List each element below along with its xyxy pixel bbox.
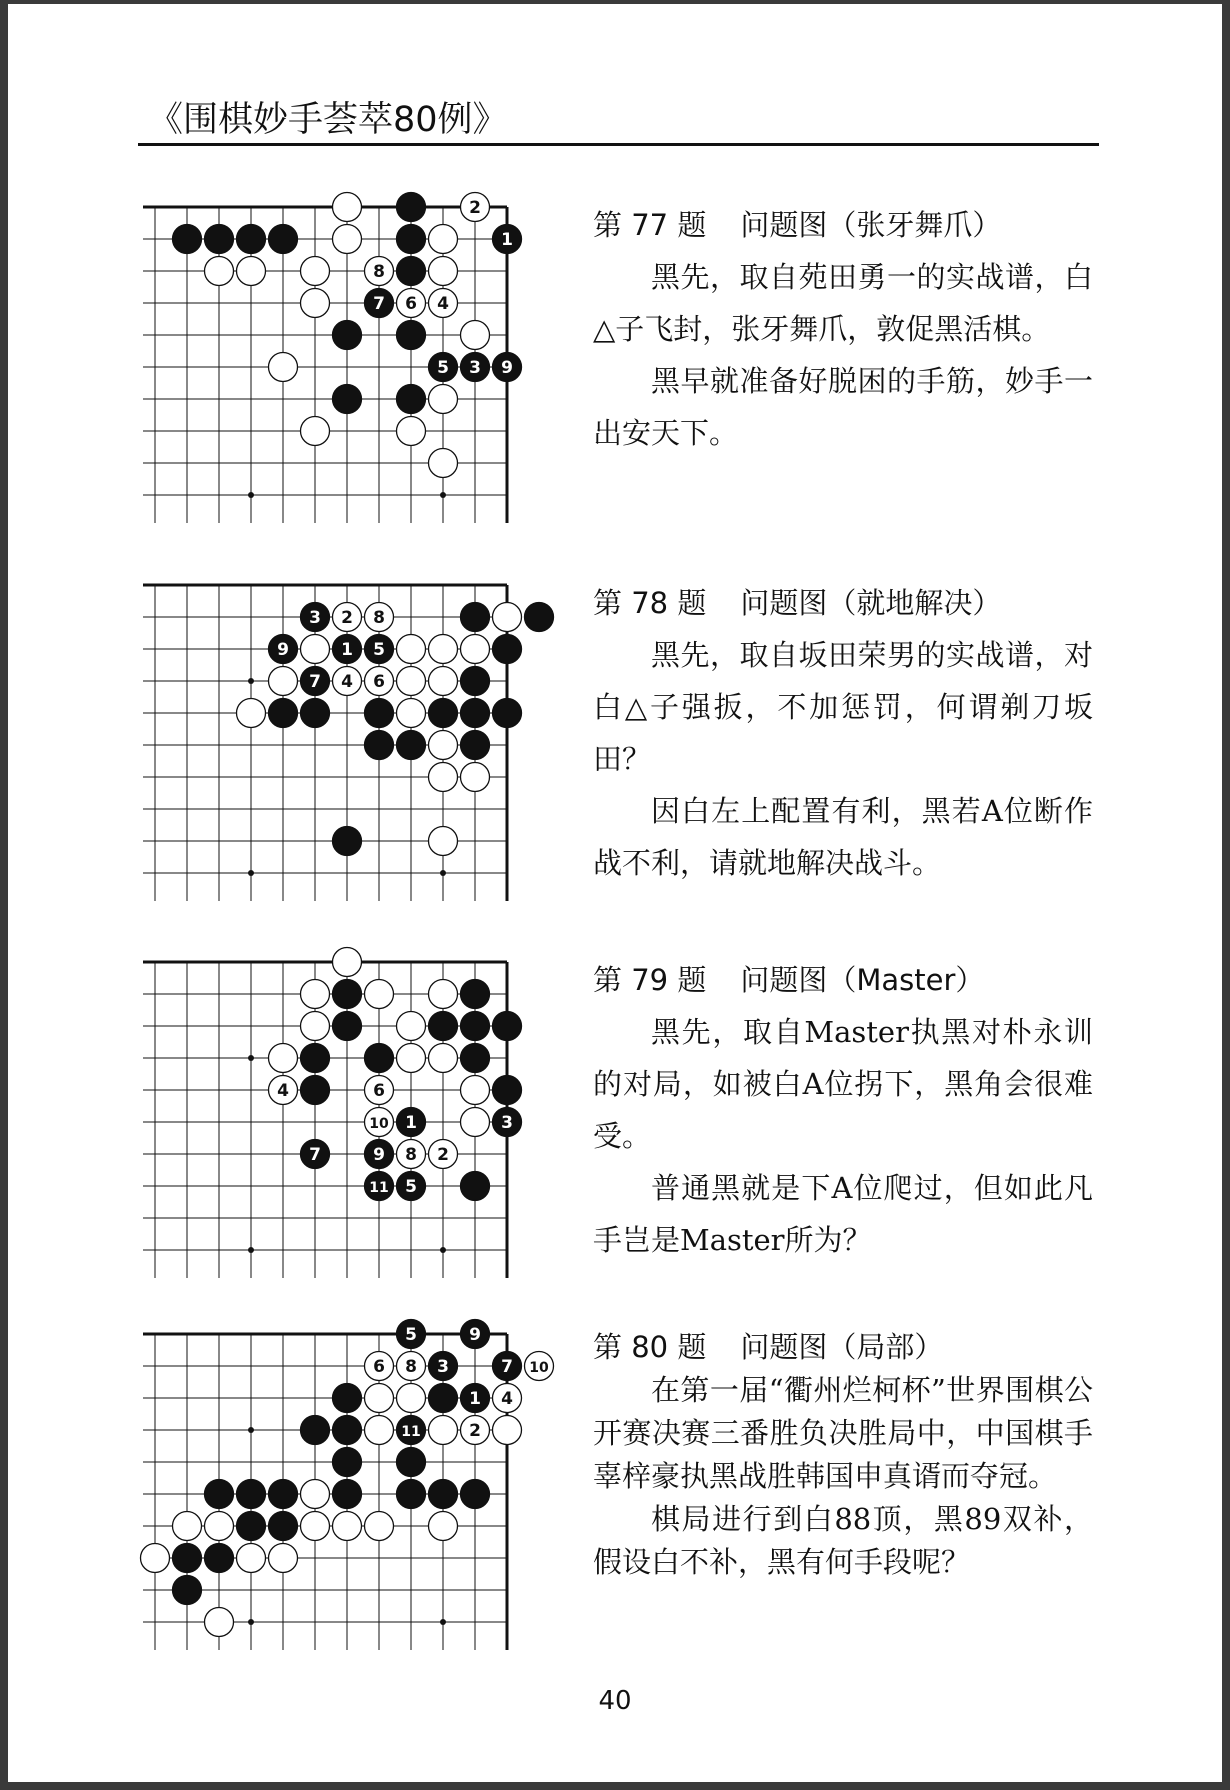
black-stone bbox=[333, 980, 362, 1009]
move-number: 3 bbox=[501, 1113, 513, 1133]
problem-title: 问题图（Master） bbox=[740, 963, 985, 997]
move-number: 1 bbox=[501, 230, 513, 250]
move-number: 9 bbox=[373, 1145, 385, 1165]
star-point bbox=[248, 492, 254, 498]
black-stone bbox=[493, 699, 522, 728]
black-stone bbox=[173, 1544, 202, 1573]
problem-heading bbox=[593, 954, 1093, 1006]
star-point bbox=[248, 678, 254, 684]
black-stone bbox=[237, 225, 266, 254]
black-stone bbox=[461, 1172, 490, 1201]
white-stone bbox=[333, 193, 362, 222]
move-number: 6 bbox=[405, 294, 417, 314]
star-point bbox=[248, 1055, 254, 1061]
problem-number: 第 78 题 bbox=[593, 586, 707, 620]
white-stone bbox=[237, 257, 266, 286]
black-stone bbox=[301, 1044, 330, 1073]
problem-paragraph: 黑先，取自坂田荣男的实战谱，对白△子强扳，不加惩罚，何谓剃刀坂田？ bbox=[593, 638, 1093, 776]
move-number: 11 bbox=[401, 1424, 421, 1440]
move-number: 1 bbox=[469, 1389, 481, 1409]
problem-title: 问题图（张牙舞爪） bbox=[740, 208, 1002, 242]
move-number: 7 bbox=[501, 1357, 513, 1377]
black-stone bbox=[365, 1044, 394, 1073]
black-stone bbox=[461, 731, 490, 760]
black-stone bbox=[397, 225, 426, 254]
black-stone bbox=[333, 1480, 362, 1509]
move-number: 8 bbox=[405, 1145, 417, 1165]
black-stone bbox=[333, 1448, 362, 1477]
star-point bbox=[440, 1247, 446, 1253]
white-stone bbox=[237, 699, 266, 728]
problem-paragraph: 因白左上配置有利，黑若A位断作战不利，请就地解决战斗。 bbox=[593, 794, 1093, 880]
problem-78 bbox=[593, 577, 1093, 889]
star-point bbox=[248, 1619, 254, 1625]
black-stone bbox=[269, 699, 298, 728]
white-stone bbox=[365, 1416, 394, 1445]
move-number: 8 bbox=[373, 608, 385, 628]
black-stone bbox=[461, 699, 490, 728]
white-stone bbox=[429, 225, 458, 254]
problem-heading bbox=[593, 577, 1093, 629]
white-stone bbox=[301, 1480, 330, 1509]
white-stone bbox=[269, 353, 298, 382]
black-stone bbox=[301, 1416, 330, 1445]
black-stone bbox=[333, 321, 362, 350]
black-stone bbox=[461, 603, 490, 632]
move-number: 7 bbox=[309, 672, 321, 692]
white-stone bbox=[429, 1512, 458, 1541]
black-stone bbox=[397, 321, 426, 350]
problem-heading bbox=[593, 199, 1093, 251]
white-stone bbox=[333, 1512, 362, 1541]
move-number: 3 bbox=[469, 358, 481, 378]
move-number: 6 bbox=[373, 1357, 385, 1377]
white-stone bbox=[301, 1512, 330, 1541]
black-stone bbox=[493, 1012, 522, 1041]
move-number: 5 bbox=[437, 358, 449, 378]
move-number: 7 bbox=[373, 294, 385, 314]
move-number: 1 bbox=[341, 640, 353, 660]
white-stone bbox=[397, 1012, 426, 1041]
white-stone bbox=[269, 1544, 298, 1573]
black-stone bbox=[429, 699, 458, 728]
white-stone bbox=[237, 1544, 266, 1573]
white-stone bbox=[461, 1108, 490, 1137]
move-number: 11 bbox=[369, 1180, 389, 1196]
title-rule bbox=[138, 143, 1099, 146]
white-stone bbox=[397, 417, 426, 446]
star-point bbox=[248, 1427, 254, 1433]
move-number: 1 bbox=[405, 1113, 417, 1133]
black-stone bbox=[429, 1012, 458, 1041]
problem-paragraph: 在第一届“衢州烂柯杯”世界围棋公开赛决赛三番胜负决胜局中，中国棋手辜梓豪执黑战胜韩国申真谞而夺冠。 bbox=[593, 1373, 1093, 1493]
problem-80 bbox=[593, 1326, 1093, 1584]
black-stone bbox=[301, 1076, 330, 1105]
white-stone bbox=[429, 731, 458, 760]
black-stone bbox=[461, 1044, 490, 1073]
move-number: 9 bbox=[501, 358, 513, 378]
black-stone bbox=[205, 1544, 234, 1573]
white-stone bbox=[333, 948, 362, 977]
star-point bbox=[440, 1619, 446, 1625]
black-stone bbox=[237, 1480, 266, 1509]
white-stone bbox=[301, 289, 330, 318]
move-number: 10 bbox=[529, 1360, 549, 1376]
move-number: 2 bbox=[437, 1145, 449, 1165]
black-stone bbox=[333, 385, 362, 414]
go-board-78 bbox=[143, 577, 533, 897]
go-board-79 bbox=[143, 954, 533, 1274]
move-number: 4 bbox=[277, 1081, 289, 1101]
black-stone bbox=[397, 193, 426, 222]
black-stone bbox=[269, 1512, 298, 1541]
move-number: 7 bbox=[309, 1145, 321, 1165]
move-number: 5 bbox=[405, 1325, 417, 1345]
black-stone bbox=[205, 1480, 234, 1509]
black-stone bbox=[365, 699, 394, 728]
star-point bbox=[440, 870, 446, 876]
move-number: 5 bbox=[405, 1177, 417, 1197]
white-stone bbox=[493, 1416, 522, 1445]
move-number: 5 bbox=[373, 640, 385, 660]
white-stone bbox=[429, 635, 458, 664]
problem-paragraph: 黑先，取自Master执黑对朴永训的对局，如被白A位拐下，黑角会很难受。 bbox=[593, 1015, 1093, 1153]
black-stone bbox=[333, 1384, 362, 1413]
white-stone bbox=[301, 980, 330, 1009]
white-stone bbox=[461, 321, 490, 350]
white-stone bbox=[429, 763, 458, 792]
problem-77 bbox=[593, 199, 1093, 459]
white-stone bbox=[397, 1044, 426, 1073]
white-stone bbox=[205, 1512, 234, 1541]
white-stone bbox=[301, 417, 330, 446]
white-stone bbox=[397, 667, 426, 696]
problem-title: 问题图（就地解决） bbox=[740, 586, 1002, 620]
black-stone bbox=[365, 731, 394, 760]
page-number: 40 bbox=[598, 1686, 632, 1716]
move-number: 4 bbox=[501, 1389, 513, 1409]
problem-paragraph: 棋局进行到白88顶，黑89双补，假设白不补，黑有何手段呢？ bbox=[593, 1502, 1093, 1579]
black-stone bbox=[493, 1076, 522, 1105]
white-stone bbox=[461, 635, 490, 664]
problem-paragraph: 普通黑就是下A位爬过，但如此凡手岂是Master所为？ bbox=[593, 1171, 1093, 1257]
move-number: 8 bbox=[373, 262, 385, 282]
move-number: 2 bbox=[469, 198, 481, 218]
black-stone bbox=[429, 1480, 458, 1509]
move-number: 10 bbox=[369, 1116, 389, 1132]
black-stone bbox=[493, 635, 522, 664]
problem-number: 第 79 题 bbox=[593, 963, 707, 997]
black-stone bbox=[237, 1512, 266, 1541]
white-stone bbox=[429, 1044, 458, 1073]
white-stone bbox=[397, 635, 426, 664]
black-stone bbox=[461, 980, 490, 1009]
white-stone bbox=[461, 763, 490, 792]
black-stone bbox=[301, 699, 330, 728]
problem-number: 第 77 题 bbox=[593, 208, 707, 242]
move-number: 4 bbox=[437, 294, 449, 314]
white-stone bbox=[493, 603, 522, 632]
white-stone bbox=[365, 980, 394, 1009]
problem-79 bbox=[593, 954, 1093, 1266]
black-stone bbox=[397, 1448, 426, 1477]
white-stone bbox=[205, 1608, 234, 1637]
white-stone bbox=[429, 980, 458, 1009]
star-point bbox=[248, 870, 254, 876]
black-stone bbox=[397, 385, 426, 414]
black-stone bbox=[269, 1480, 298, 1509]
black-stone bbox=[429, 1384, 458, 1413]
white-stone bbox=[429, 667, 458, 696]
white-stone bbox=[205, 257, 234, 286]
move-number: 8 bbox=[405, 1357, 417, 1377]
black-stone bbox=[173, 1576, 202, 1605]
black-stone bbox=[525, 603, 554, 632]
black-stone bbox=[461, 1012, 490, 1041]
problem-paragraph: 黑先，取自苑田勇一的实战谱，白△子飞封，张牙舞爪，敦促黑活棋。 bbox=[593, 260, 1093, 346]
black-stone bbox=[173, 225, 202, 254]
white-stone bbox=[429, 827, 458, 856]
white-stone bbox=[429, 1416, 458, 1445]
white-stone bbox=[301, 1012, 330, 1041]
move-number: 3 bbox=[309, 608, 321, 628]
move-number: 6 bbox=[373, 672, 385, 692]
white-stone bbox=[301, 635, 330, 664]
book-page bbox=[8, 4, 1222, 1782]
white-stone bbox=[429, 257, 458, 286]
black-stone bbox=[333, 1012, 362, 1041]
problem-paragraph: 黑早就准备好脱困的手筋，妙手一出安天下。 bbox=[593, 364, 1093, 450]
white-stone bbox=[141, 1544, 170, 1573]
move-number: 6 bbox=[373, 1081, 385, 1101]
problem-number: 第 80 题 bbox=[593, 1330, 707, 1364]
black-stone bbox=[333, 827, 362, 856]
problem-heading bbox=[593, 1326, 1093, 1369]
move-number: 9 bbox=[469, 1325, 481, 1345]
go-board-77 bbox=[143, 199, 533, 519]
white-stone bbox=[301, 257, 330, 286]
problem-title: 问题图（局部） bbox=[740, 1330, 944, 1364]
star-point bbox=[440, 492, 446, 498]
white-stone bbox=[397, 1384, 426, 1413]
move-number: 2 bbox=[469, 1421, 481, 1441]
move-number: 2 bbox=[341, 608, 353, 628]
white-stone bbox=[429, 385, 458, 414]
white-stone bbox=[365, 1512, 394, 1541]
black-stone bbox=[461, 1480, 490, 1509]
move-number: 4 bbox=[341, 672, 353, 692]
go-board-80 bbox=[143, 1325, 549, 1646]
black-stone bbox=[397, 1480, 426, 1509]
white-stone bbox=[397, 699, 426, 728]
white-stone bbox=[173, 1512, 202, 1541]
white-stone bbox=[365, 1384, 394, 1413]
black-stone bbox=[333, 1416, 362, 1445]
black-stone bbox=[269, 225, 298, 254]
white-stone bbox=[269, 667, 298, 696]
white-stone bbox=[333, 225, 362, 254]
book-title: 《围棋妙手荟萃80例》 bbox=[148, 100, 508, 140]
white-stone bbox=[269, 1044, 298, 1073]
move-number: 3 bbox=[437, 1357, 449, 1377]
move-number: 9 bbox=[277, 640, 289, 660]
black-stone bbox=[397, 257, 426, 286]
white-stone bbox=[429, 449, 458, 478]
black-stone bbox=[397, 731, 426, 760]
white-stone bbox=[461, 1076, 490, 1105]
star-point bbox=[248, 1247, 254, 1253]
black-stone bbox=[461, 667, 490, 696]
black-stone bbox=[205, 225, 234, 254]
